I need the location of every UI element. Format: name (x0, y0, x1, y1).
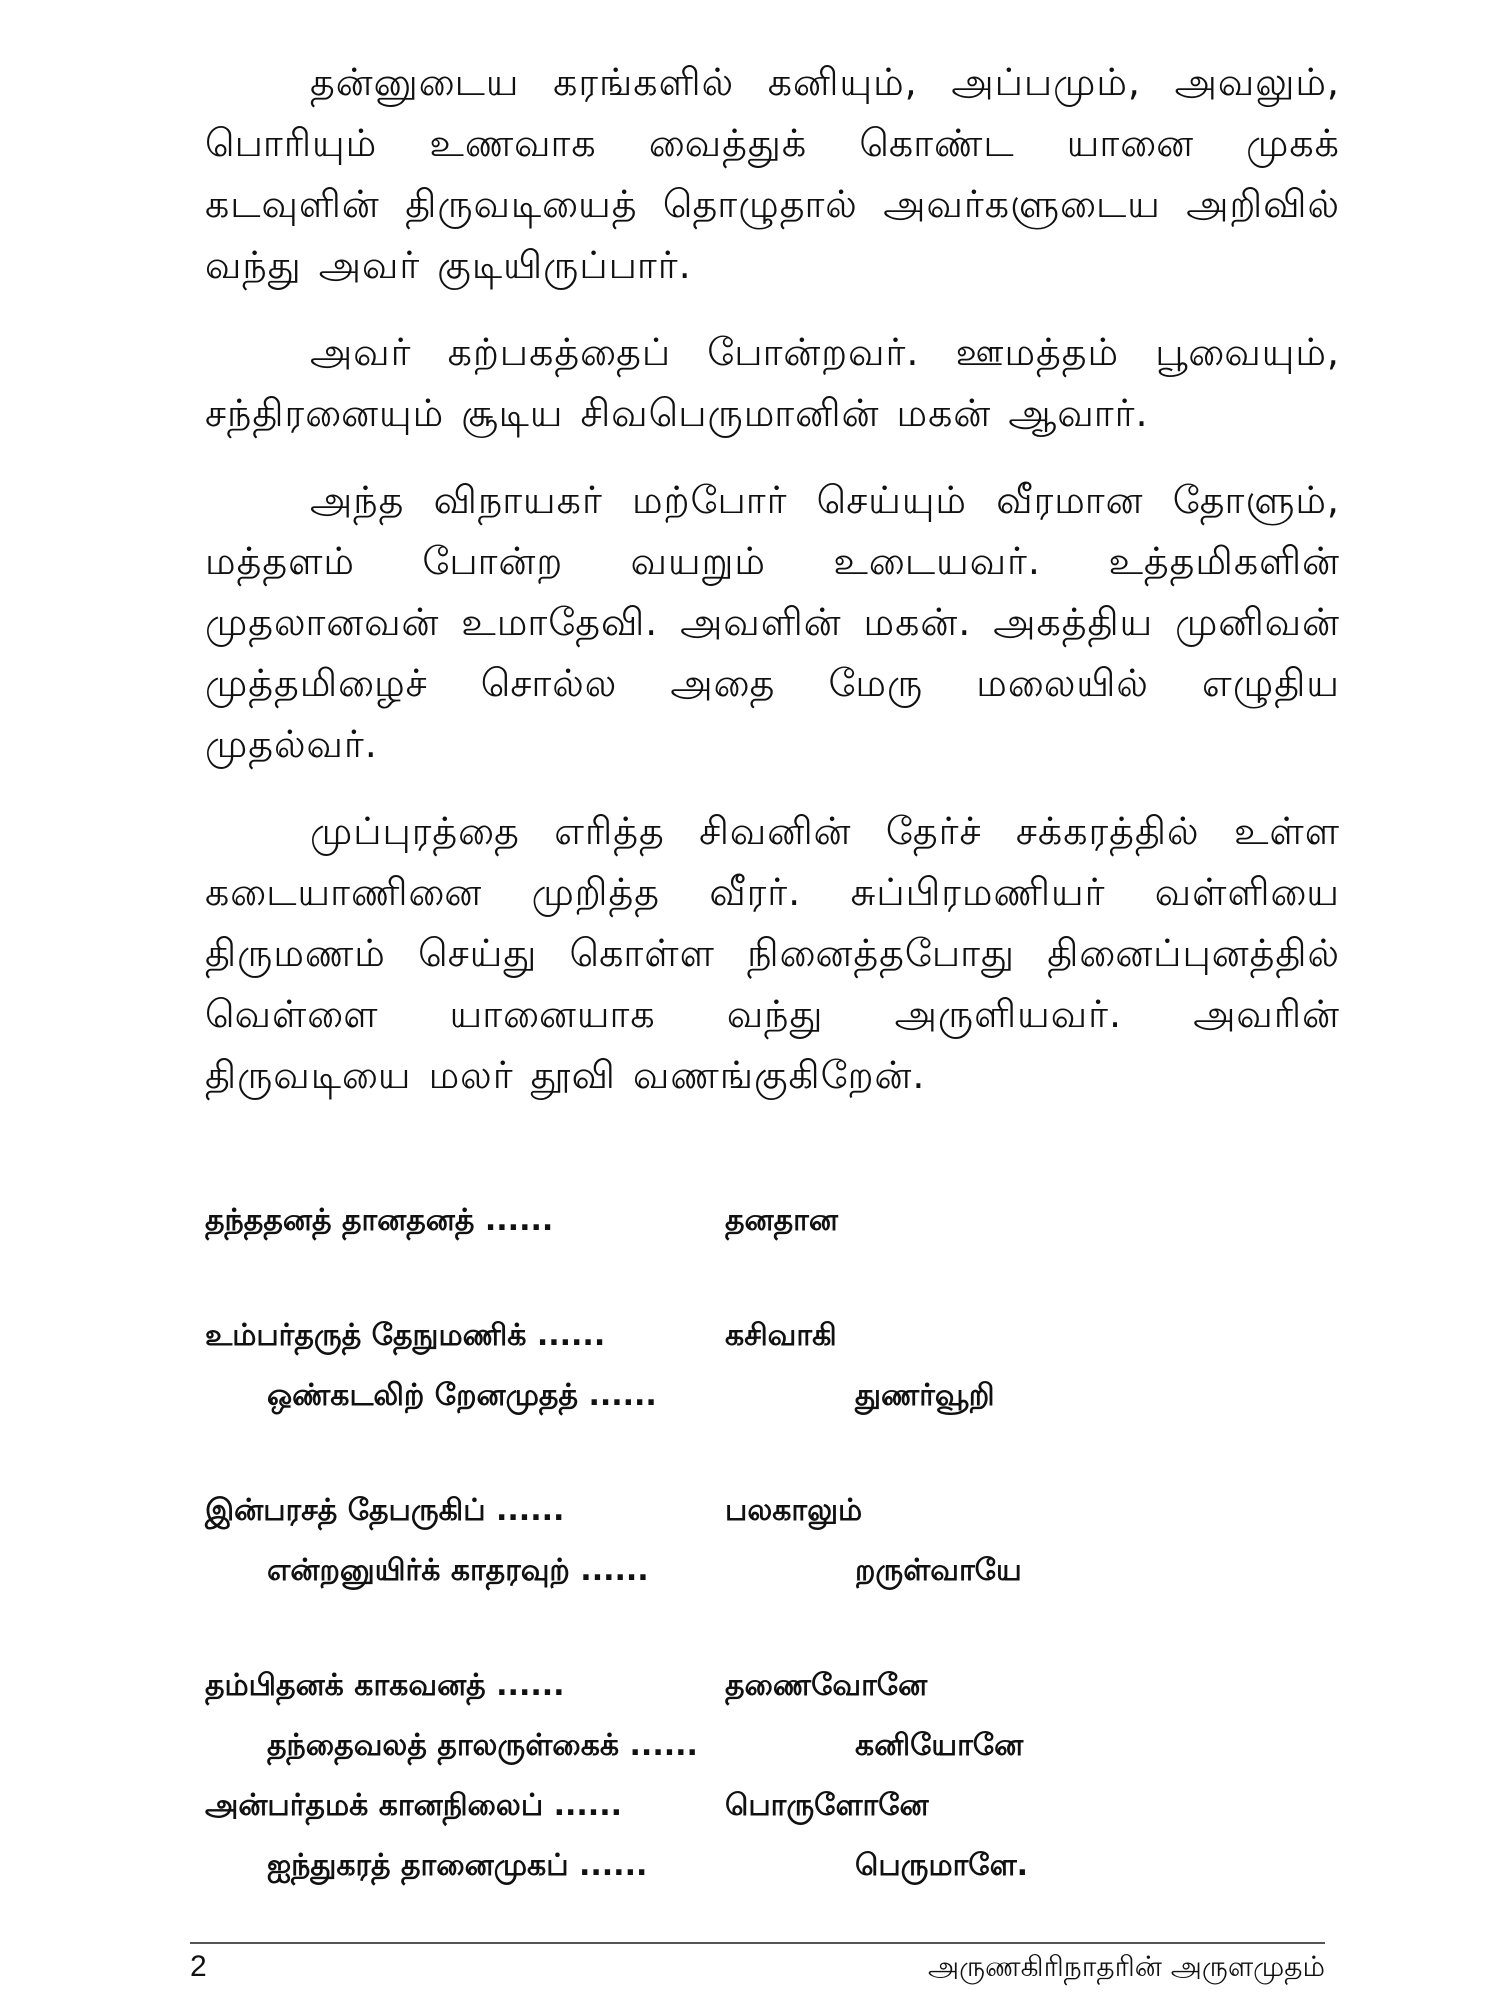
verse-line (205, 1545, 1340, 1605)
verse-line-last-word: பலகாலும் (725, 1493, 863, 1528)
verse-line-first-half: அன்பர்தமக் கானநிலைப் ...... (205, 1788, 622, 1823)
verse-line-last-word: தனதான (725, 1203, 838, 1238)
paragraph: அவர் கற்பகத்தைப் போன்றவர். ஊமத்தம் பூவையும், சந்திரனையும் சூடிய சிவபெருமானின் மகன் ஆவார். (205, 330, 1340, 435)
verse-stanza (205, 1195, 1340, 1255)
verse-line-first-half: தம்பிதனக் காகவனத் ...... (205, 1668, 565, 1703)
page-number: 2 (190, 1950, 207, 1983)
verse-line-last-word: றருள்வாயே (855, 1553, 1022, 1588)
verse-line-last-word: துணர்வூறி (855, 1378, 995, 1413)
verse-line (205, 1840, 1340, 1900)
verse-line-last-word: கசிவாகி (725, 1318, 837, 1353)
verse-block (205, 1195, 1340, 1955)
book-title-footer: அருணகிரிநாதரின் அருளமுதம் (927, 1950, 1325, 1983)
verse-line-last-word: தணைவோனே (725, 1668, 928, 1703)
verse-line-first-half: ஒண்கடலிற் றேனமுதத் ...... (267, 1378, 657, 1413)
verse-stanza (205, 1660, 1340, 1900)
verse-stanza (205, 1310, 1340, 1430)
verse-stanza (205, 1485, 1340, 1605)
verse-line (205, 1195, 1340, 1255)
verse-line-last-word: பொருளோனே (725, 1788, 929, 1823)
verse-line-last-word: பெருமாளே. (855, 1848, 1029, 1883)
verse-line (205, 1780, 1340, 1840)
paragraph: முப்புரத்தை எரித்த சிவனின் தேர்ச் சக்கரத்தில் உள்ள கடையாணினை முறித்த வீரர். சுப்பிரமணியர் வள்ளியை திருமணம் செய்து கொள்ள நினைத்தபோது தினைப்புனத்தில் வெள்ளை யானையாக வந்து அருளியவர். அவரின் திருவடியை மலர் தூவி வணங்குகிறேன். (205, 809, 1340, 1097)
verse-line-first-half: என்றனுயிர்க் காதரவுற் ...... (267, 1553, 649, 1588)
footer-rule (190, 1942, 1325, 1944)
verse-line-last-word: கனியோனே (855, 1728, 1024, 1763)
verse-line-first-half: உம்பர்தருத் தேநுமணிக் ...... (205, 1318, 606, 1353)
paragraph: தன்னுடைய கரங்களில் கனியும், அப்பமும், அவலும், பொரியும் உணவாக வைத்துக் கொண்ட யானை முகக் கடவுளின் திருவடியைத் தொழுதால் அவர்களுடைய அறிவில் வந்து அவர் குடியிருப்பார். (205, 60, 1340, 287)
commentary-prose (205, 52, 1340, 1132)
verse-line-first-half: இன்பரசத் தேபருகிப் ...... (205, 1493, 565, 1528)
verse-line-first-half: ஐந்துகரத் தானைமுகப் ...... (267, 1848, 648, 1883)
verse-line (205, 1310, 1340, 1370)
verse-line (205, 1370, 1340, 1430)
verse-line (205, 1660, 1340, 1720)
paragraph: அந்த விநாயகர் மற்போர் செய்யும் வீரமான தோளும், மத்தளம் போன்ற வயறும் உடையவர். உத்தமிகளின் முதலானவன் உமாதேவி. அவளின் மகன். அகத்திய முனிவன் முத்தமிழைச் சொல்ல அதை மேரு மலையில் எழுதிய முதல்வர். (205, 478, 1340, 766)
verse-line (205, 1485, 1340, 1545)
verse-line-first-half: தந்தைவலத் தாலருள்கைக் ...... (267, 1728, 698, 1763)
verse-line (205, 1720, 1340, 1780)
verse-line-first-half: தந்ததனத் தானதனத் ...... (205, 1203, 554, 1238)
